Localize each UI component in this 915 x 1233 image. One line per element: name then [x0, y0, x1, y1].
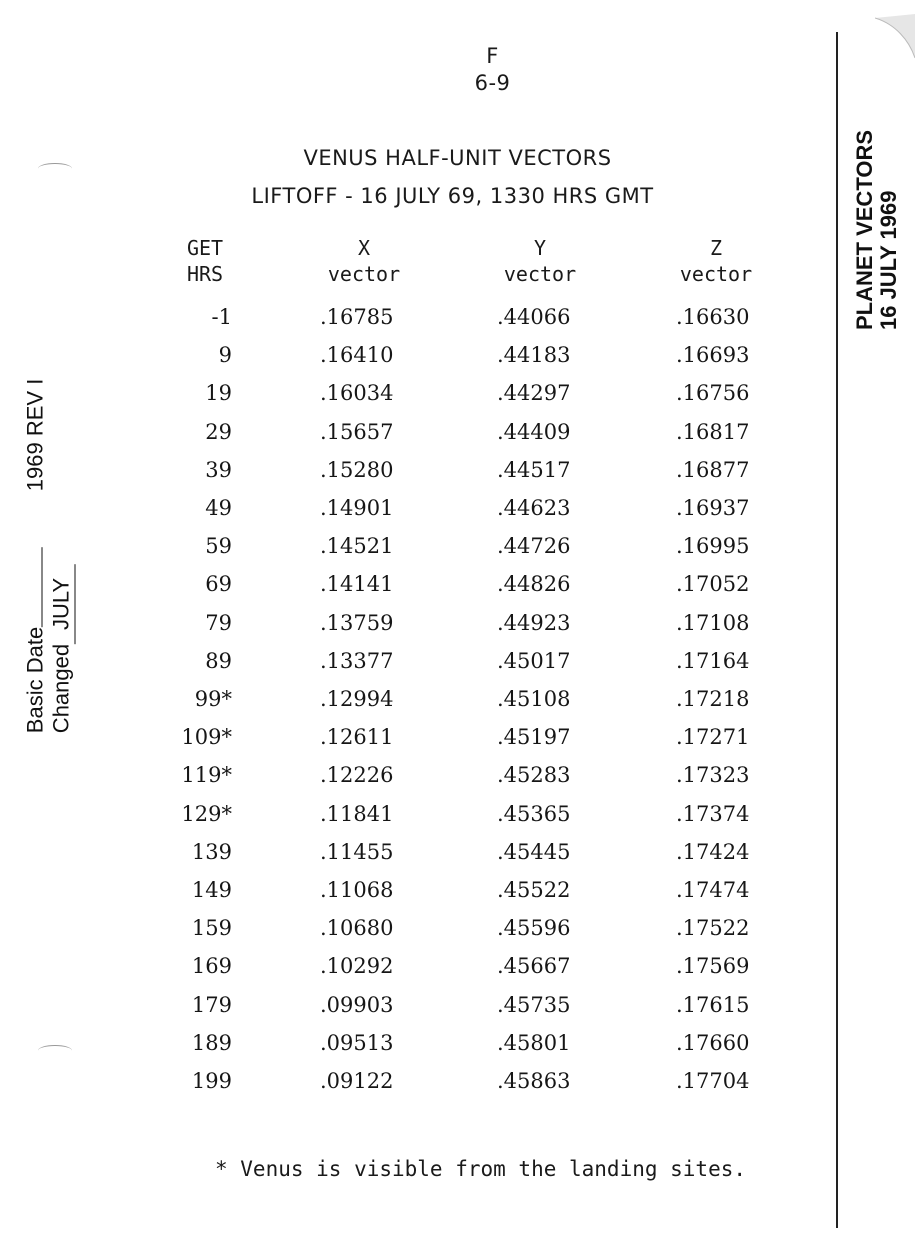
cell-z: .17374	[676, 801, 750, 826]
cell-z: .17704	[676, 1069, 750, 1093]
cell-z: .17218	[676, 687, 750, 711]
cell-z: .16877	[676, 457, 750, 482]
table-row	[0, 534, 915, 572]
cell-y: .45365	[497, 801, 571, 826]
cell-get: 69	[205, 572, 232, 597]
cell-y: .44623	[497, 496, 571, 520]
basic-date-label: Basic Date	[22, 626, 48, 734]
header-y-line-1: Y	[533, 236, 547, 260]
table-row	[0, 611, 915, 649]
table-row	[0, 993, 915, 1031]
cell-x: .16785	[320, 305, 394, 329]
cell-x: .16410	[320, 343, 394, 368]
cell-x: .14521	[320, 534, 394, 559]
cell-z: .17052	[676, 572, 750, 597]
column-header-x	[312, 235, 416, 287]
cell-y: .45863	[497, 1069, 571, 1093]
footnote: * Venus is visible from the landing sites.	[215, 1157, 747, 1181]
table-row	[0, 649, 915, 687]
cell-z: .17522	[676, 916, 750, 941]
cell-z: .16817	[676, 419, 750, 444]
cell-x: .12611	[320, 725, 394, 750]
cell-z: .17323	[676, 763, 750, 788]
header-get-line-1: GET	[186, 236, 224, 260]
cell-get: 109*	[181, 725, 232, 750]
cell-get: 79	[205, 610, 232, 635]
cell-y: .44409	[497, 419, 571, 444]
cell-get: 199	[191, 1069, 232, 1093]
cell-y: .44826	[497, 572, 571, 597]
cell-y: .45445	[497, 839, 571, 864]
cell-y: .44517	[497, 457, 571, 482]
cell-x: .11068	[320, 878, 394, 902]
cell-get: 9	[218, 343, 232, 368]
cell-x: .11455	[320, 839, 394, 864]
cell-get: 99*	[194, 687, 232, 711]
column-header-y	[488, 235, 592, 287]
cell-get: 39	[205, 457, 232, 482]
cell-z: .16937	[676, 496, 750, 520]
cell-y: .45108	[497, 687, 571, 711]
side-tab	[842, 129, 912, 331]
cell-x: .14141	[320, 572, 394, 597]
table-row	[0, 572, 915, 610]
cell-y: .44923	[497, 610, 571, 635]
cell-x: .10680	[320, 916, 394, 941]
table-row	[0, 878, 915, 916]
cell-z: .17569	[676, 954, 750, 979]
cell-z: .16995	[676, 534, 750, 559]
table-row	[0, 954, 915, 992]
cell-x: .10292	[320, 954, 394, 979]
cell-z: .17271	[676, 725, 750, 750]
cell-y: .45283	[497, 763, 571, 788]
cell-get: 19	[205, 381, 232, 406]
cell-x: .13377	[320, 648, 394, 673]
cell-get: -1	[211, 305, 232, 329]
header-x-line-2: vector	[327, 262, 401, 286]
cell-x: .09122	[320, 1069, 394, 1093]
table-row	[0, 840, 915, 878]
table-row	[0, 802, 915, 840]
cell-get: 129*	[181, 801, 232, 826]
table-row	[0, 1031, 915, 1069]
table-row	[0, 916, 915, 954]
cell-z: .16693	[676, 343, 750, 368]
cell-z: .17474	[676, 878, 750, 902]
page-letter: F	[486, 44, 499, 68]
header-y-line-2: vector	[503, 262, 577, 286]
cell-x: .13759	[320, 610, 394, 635]
side-tab-line-2: 16 JULY 1969	[876, 190, 901, 331]
page-number: 6-9	[474, 71, 511, 95]
changed-label: Changed	[48, 643, 74, 734]
header-get-line-2: HRS	[186, 262, 224, 286]
cell-z: .17164	[676, 648, 750, 673]
table-row	[0, 381, 915, 419]
cell-get: 29	[205, 419, 232, 444]
cell-get: 149	[191, 878, 232, 902]
table-row	[0, 725, 915, 763]
cell-y: .45801	[497, 1030, 571, 1055]
cell-x: .16034	[320, 381, 394, 406]
cell-y: .44066	[497, 305, 571, 329]
cell-x: .15657	[320, 419, 394, 444]
cell-z: .17108	[676, 610, 750, 635]
cell-y: .45667	[497, 954, 571, 979]
cell-x: .09903	[320, 992, 394, 1017]
cell-x: .11841	[320, 801, 394, 826]
changed-value: JULY	[49, 564, 76, 644]
cell-y: .44297	[497, 381, 571, 406]
header-z-line-2: vector	[679, 262, 753, 286]
cell-y: .45017	[497, 648, 571, 673]
cell-z: .16630	[676, 305, 750, 329]
cell-get: 89	[205, 648, 232, 673]
cell-get: 59	[205, 534, 232, 559]
cell-z: .17424	[676, 839, 750, 864]
cell-get: 169	[191, 954, 232, 979]
cell-get: 189	[191, 1030, 232, 1055]
cell-get: 139	[191, 839, 232, 864]
cell-z: .17615	[676, 992, 750, 1017]
table-row	[0, 1069, 915, 1107]
cell-get: 179	[191, 992, 232, 1017]
table-row	[0, 343, 915, 381]
page-title: VENUS HALF-UNIT VECTORS	[303, 146, 612, 170]
cell-y: .45596	[497, 916, 571, 941]
column-header-z	[664, 235, 768, 287]
cell-get: 159	[191, 916, 232, 941]
cell-x: .12994	[320, 687, 394, 711]
page-subtitle: LIFTOFF - 16 JULY 69, 1330 HRS GMT	[251, 184, 654, 208]
cell-x: .14901	[320, 496, 394, 520]
cell-y: .44183	[497, 343, 571, 368]
cell-y: .45522	[497, 878, 571, 902]
year-rev: 1969 REV I	[22, 378, 48, 492]
cell-x: .09513	[320, 1030, 394, 1055]
cell-x: .12226	[320, 763, 394, 788]
header-x-line-1: X	[357, 236, 371, 260]
table-row	[0, 496, 915, 534]
table-row	[0, 687, 915, 725]
cell-y: .45197	[497, 725, 571, 750]
cell-get: 119*	[181, 763, 232, 788]
header-z-line-1: Z	[709, 236, 723, 260]
side-tab-line-1: PLANET VECTORS	[852, 129, 877, 331]
table-row	[0, 420, 915, 458]
table-row	[0, 458, 915, 496]
table-row	[0, 763, 915, 801]
cell-get: 49	[205, 496, 232, 520]
cell-z: .17660	[676, 1030, 750, 1055]
cell-z: .16756	[676, 381, 750, 406]
column-header-get	[165, 235, 245, 287]
cell-y: .45735	[497, 992, 571, 1017]
table-row	[0, 305, 915, 343]
cell-x: .15280	[320, 457, 394, 482]
cell-y: .44726	[497, 534, 571, 559]
